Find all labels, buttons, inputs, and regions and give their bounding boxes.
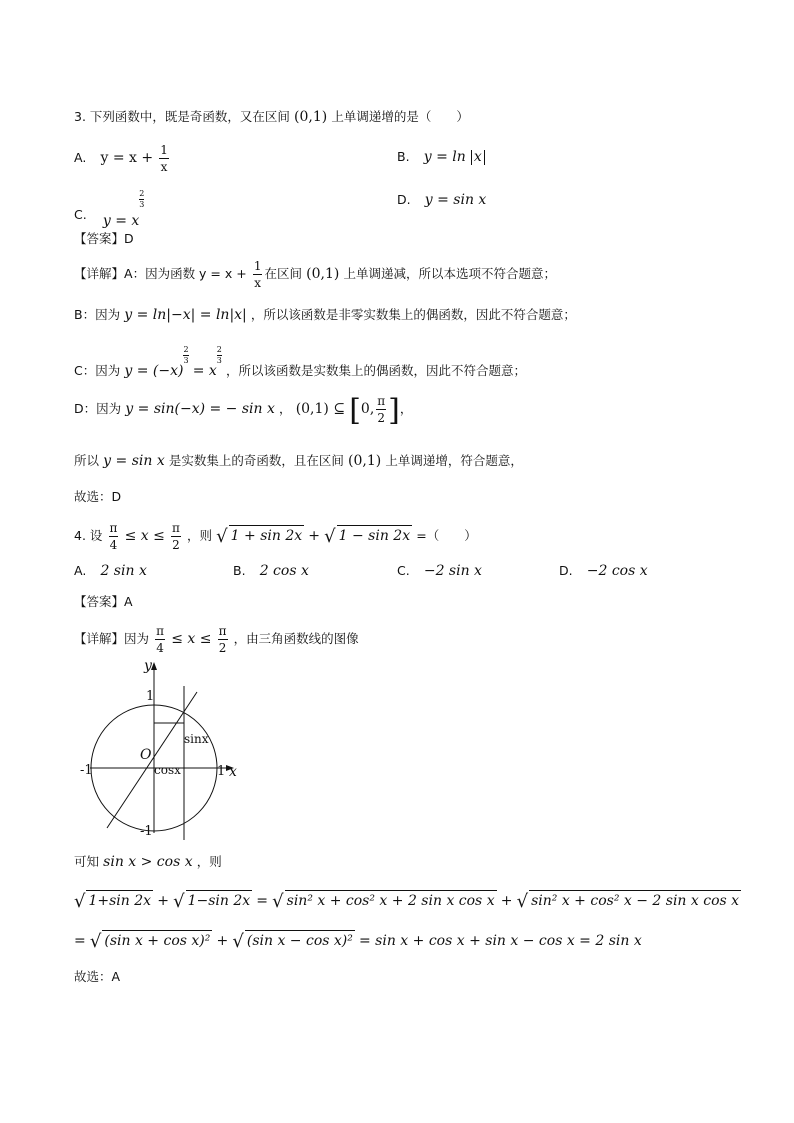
q3-detail-b: B：因为 y = ln|−x| = ln|x| ，所以该函数是非零实数集上的偶函数，因此不符合题意； xyxy=(74,307,576,323)
y-axis-label: y xyxy=(144,658,152,674)
q3-option-b: B. y = ln x xyxy=(397,147,486,168)
q3-option-d: D. y = sin x xyxy=(397,192,487,208)
fraction: $\frac{1}{x}$ xyxy=(160,143,168,174)
q3-option-a: A. y = x + $\frac{1}{x}$ xyxy=(74,143,168,174)
fraction: $\frac{\pi}{2}$ xyxy=(218,624,227,655)
fraction: $\frac{\pi}{2}$ xyxy=(377,394,386,425)
fraction: $\frac{\pi}{4}$ xyxy=(156,624,165,655)
q4-option-b: B. 2 cos x xyxy=(233,563,309,579)
q4-equation-1: √ 1+sin 2x + √ 1−sin 2x = √ sin² x + cos² x + 2 sin x cos x + √ sin² x + cos² x − 2 sin x cos x xyxy=(74,891,740,912)
exponent-fraction: $\frac{2}{3}$ xyxy=(216,345,222,365)
q4-stem: 4. 设 $\frac{\pi}{4}$ ≤ x ≤ $\frac{\pi}{2}$ ，则 √ 1 + sin 2x + √ 1 − sin 2x =（ ） xyxy=(74,521,477,552)
fraction: $\frac{1}{x}$ xyxy=(253,259,262,290)
q4-known: 可知 sin x > cos x ，则 xyxy=(74,854,222,870)
q4-choose: 故选：A xyxy=(74,969,121,984)
x-axis-label: x xyxy=(229,764,237,780)
q3-detail-c: C：因为 y = (−x) $\frac{2}{3}$ = x $\frac{2}{3}$ ，所以该函数是实数集上的偶函数，因此不符合题意； xyxy=(74,345,527,379)
cos-label: cosx xyxy=(154,763,181,777)
unit-circle-figure xyxy=(74,658,249,843)
q4-option-a: A. 2 sin x xyxy=(74,563,147,579)
q4-option-d: D. −2 cos x xyxy=(559,563,648,579)
q3-conclusion: 所以 y = sin x 是实数集上的奇函数，且在区间 (0,1) 上单调递增，符合题意， xyxy=(74,453,523,469)
q3-choose: 故选：D xyxy=(74,489,122,504)
origin-label: O xyxy=(140,747,152,763)
y-one-label: 1 xyxy=(146,689,155,704)
q4-equation-2: = √ (sin x + cos x)² + √ (sin x − cos x)² = sin x + cos x + sin x − cos x = 2 sin x xyxy=(74,931,642,952)
y-minus-one-label: -1 xyxy=(140,824,153,839)
q3-stem: 3. 下列函数中，既是奇函数，又在区间 (0,1) 上单调递增的是（ ） xyxy=(74,109,469,125)
q4-option-c: C. −2 sin x xyxy=(397,563,482,579)
q3-detail-a: 【详解】A：因为函数 y = x + $\frac{1}{x}$ 在区间 (0,1) 上单调递减，所以本选项不符合题意； xyxy=(74,259,556,290)
exponent-fraction: $\frac{2}{3}$ xyxy=(183,345,189,365)
q3-option-c: C. y = x $\frac{2}{3}$ xyxy=(74,189,145,229)
x-one-label: 1 xyxy=(217,764,226,779)
q3-detail-d: D：因为 y = sin(−x) = − sin x ， (0,1) ⊆ [0, $\frac{\pi}{2}$ ]， xyxy=(74,393,413,428)
q4-detail: 【详解】因为 $\frac{\pi}{4}$ ≤ x ≤ $\frac{\pi}{2}$ ，由三角函数线的图像 xyxy=(74,624,359,655)
fraction: $\frac{\pi}{2}$ xyxy=(171,521,180,552)
exponent-fraction: $\frac{2}{3}$ xyxy=(139,189,145,209)
sin-label: sinx xyxy=(184,732,209,746)
q3-answer: 【答案】D xyxy=(74,231,134,246)
x-minus-one-label: -1 xyxy=(80,763,93,778)
fraction: $\frac{\pi}{4}$ xyxy=(109,521,118,552)
q4-answer: 【答案】A xyxy=(74,594,133,609)
